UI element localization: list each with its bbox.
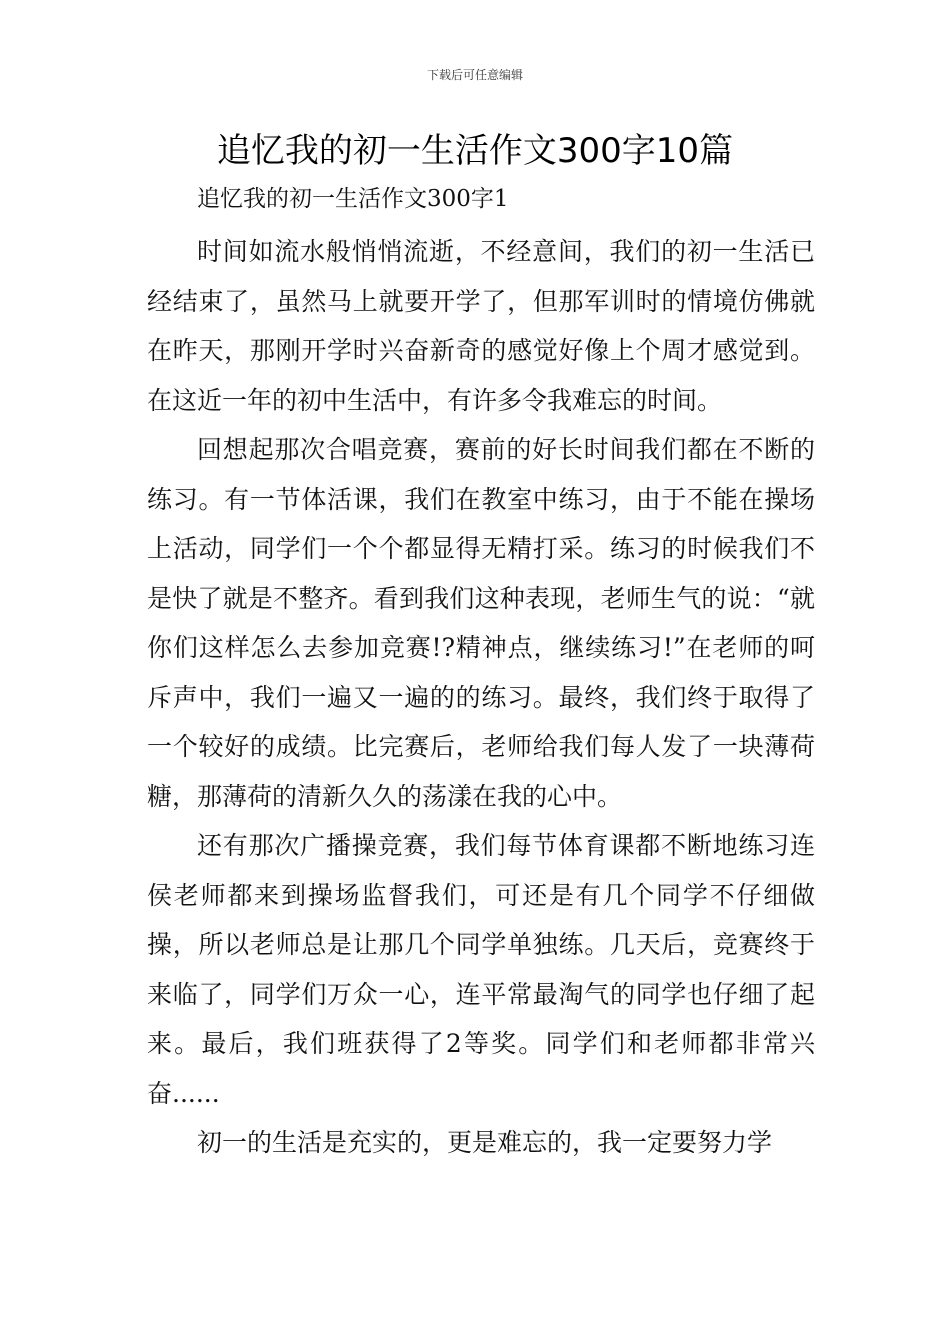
article-body bbox=[147, 227, 815, 1168]
page-header-note: 下载后可任意编辑 bbox=[426, 68, 523, 82]
section-heading: 追忆我的初一生活作文300字1 bbox=[197, 186, 509, 212]
paragraph: 回想起那次合唱竞赛，赛前的好长时间我们都在不断的练习。有一节体活课，我们在教室中练习，由于不能在操场上活动，同学们一个个都显得无精打采。练习的时候我们不是快了就是不整齐。看到我们这种表现，老师生气的说：“就你们这样怎么去参加竞赛!?精神点，继续练习!”在老师的呵斥声中，我们一遍又一遍的的练习。最终，我们终于取得了一个较好的成绩。比完赛后，老师给我们每人发了一块薄荷糖，那薄荷的清新久久的荡漾在我的心中。 bbox=[147, 435, 815, 811]
paragraph: 时间如流水般悄悄流逝，不经意间，我们的初一生活已经结束了，虽然马上就要开学了，但那军训时的情境仿佛就在昨天，那刚开学时兴奋新奇的感觉好像上个周才感觉到。在这近一年的初中生活中，有许多令我难忘的时间。 bbox=[147, 237, 815, 415]
paragraph: 初一的生活是充实的，更是难忘的，我一定要努力学 bbox=[197, 1128, 773, 1157]
paragraph: 还有那次广播操竞赛，我们每节体育课都不断地练习连侯老师都来到操场监督我们，可还是有几个同学不仔细做操，所以老师总是让那几个同学单独练。几天后，竞赛终于来临了，同学们万众一心，连平常最淘气的同学也仔细了起来。最后，我们班获得了2等奖。同学们和老师都非常兴奋...... bbox=[147, 831, 815, 1108]
document-title: 追忆我的初一生活作文300字10篇 bbox=[216, 131, 734, 171]
